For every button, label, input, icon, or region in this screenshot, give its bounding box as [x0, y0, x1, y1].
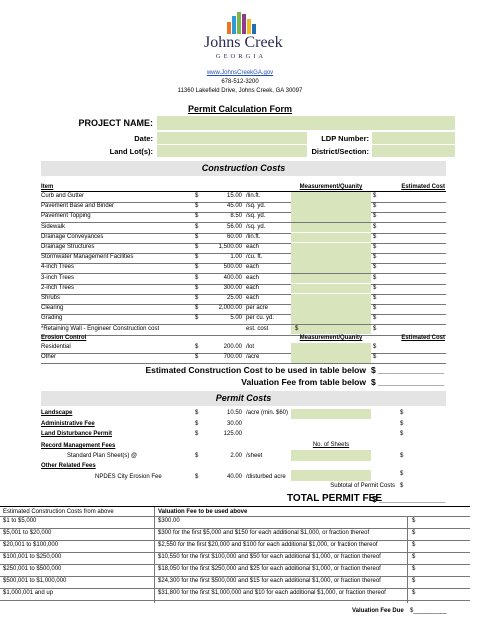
valuation-table-top-border: [0, 506, 470, 507]
measurement-input[interactable]: [291, 314, 371, 324]
npdes-unit: /disturbed acre: [246, 474, 286, 480]
col-measurement-header: Measurement/Quanity: [299, 184, 363, 190]
valuation-cost: $: [412, 566, 416, 572]
row-divider: [0, 564, 470, 565]
item-currency: $: [195, 244, 199, 250]
npdes-label: NPDES City Erosion Fee: [95, 474, 162, 480]
valuation-cost: $: [412, 554, 416, 560]
item-name: *Retaining Wall - Engineer Construction cost: [41, 325, 160, 332]
date-field[interactable]: [157, 132, 307, 144]
ldp-number-label: LDP Number:: [321, 134, 369, 143]
valuation-col-divider: [154, 507, 155, 603]
item-cost: $: [373, 203, 377, 210]
standard-plan-currency: $: [195, 453, 199, 459]
valuation-fee-rule: $31,800 for the first $1,000,000 and $10 for each additional $1,000, or fraction thereof: [158, 590, 386, 596]
valuation-range: $5,001 to $20,000: [3, 530, 52, 536]
permit-item-unit: /acre (min. $60): [246, 410, 289, 416]
item-name: Drainage Structures: [41, 244, 95, 250]
item-price: 45.00: [226, 203, 242, 210]
sheets-input[interactable]: [291, 450, 371, 461]
item-currency: $: [195, 203, 199, 210]
item-price: 5.00: [230, 315, 242, 322]
measurement-input[interactable]: [291, 284, 371, 294]
item-cost: $: [373, 213, 377, 220]
erosion-measurement-input[interactable]: [291, 343, 371, 353]
measurement-input[interactable]: [291, 304, 371, 314]
valuation-fee-rule: $10,550 for the first $100,000 and $50 for each additional $1,000, or fraction thereof: [158, 554, 381, 560]
item-cost: $: [373, 274, 377, 281]
erosion-item-cost: $: [373, 354, 377, 361]
item-price: 56.00: [226, 223, 242, 230]
standard-plan-unit: /sheet: [246, 453, 263, 459]
npdes-price: 40.00: [226, 474, 242, 480]
logo-bar: [242, 14, 246, 34]
subtotal-label: Subtotal of Permit Costs: [330, 483, 395, 489]
land-lot-label: Land Lot(s):: [109, 147, 153, 156]
item-price: 500.00: [223, 264, 242, 271]
valuation-fee-value[interactable]: $ ______________: [371, 377, 445, 387]
valuation-range: $1,000,001 and up: [3, 590, 54, 596]
row-divider: [41, 304, 446, 305]
item-cost: $: [373, 193, 377, 199]
ldp-number-field[interactable]: [372, 132, 455, 144]
item-name: Pavement Base and Binder: [41, 203, 115, 210]
valuation-fee-rule: $300.00: [158, 518, 180, 524]
erosion-item-unit: /acre: [246, 354, 260, 361]
row-divider: [0, 576, 470, 577]
permit-item-cost: $: [400, 410, 404, 416]
item-name: Clearing: [41, 305, 64, 312]
item-unit: /cu. ft.: [246, 254, 263, 261]
measurement-input[interactable]: [291, 274, 371, 284]
address: 11360 Lakefield Drive, Johns Creek, GA 30097: [177, 88, 303, 94]
row-divider: [0, 600, 470, 601]
row-divider: [41, 273, 446, 274]
date-label: Date:: [134, 134, 153, 143]
row-divider: [41, 284, 446, 285]
item-name: 4-inch Trees: [41, 264, 75, 271]
item-cost: $: [373, 295, 377, 301]
permit-item-cost: $: [400, 431, 404, 437]
item-unit: each: [246, 295, 260, 301]
logo-bar: [252, 24, 256, 34]
valuation-fee-due-label: Valuation Fee Due: [352, 608, 404, 614]
item-cost: $: [373, 305, 377, 312]
item-currency: $: [195, 295, 199, 301]
row-divider: [41, 222, 446, 223]
item-cost: $: [373, 254, 377, 261]
item-cost: $: [373, 223, 377, 230]
row-divider: [0, 588, 470, 589]
valuation-cost: $: [412, 590, 416, 596]
landscape-acres-input[interactable]: [291, 409, 371, 419]
erosion-measurement-header: Measurement/Quanity: [299, 335, 363, 341]
item-currency: $: [195, 213, 199, 220]
logo-bar: [232, 16, 236, 34]
item-price: 8.50: [230, 213, 242, 220]
erosion-control-title: Erosion Control: [41, 335, 87, 341]
measurement-input[interactable]: [291, 243, 371, 253]
item-name: Shrubs: [41, 295, 61, 301]
row-divider: [41, 314, 446, 315]
website-link[interactable]: www.JohnsCreekGA.gov: [206, 70, 274, 76]
city-logo: [204, 10, 283, 65]
total-permit-fee-value[interactable]: $ ______________: [372, 494, 446, 504]
item-price: 400.00: [223, 274, 242, 281]
valuation-col1-header: Estimated Construction Costs from above: [3, 509, 114, 515]
item-currency: $: [195, 315, 199, 322]
permit-costs-title: Permit Costs: [215, 393, 272, 403]
item-currency: $: [195, 254, 199, 261]
item-currency: $: [195, 233, 199, 240]
permit-item-cost: $: [400, 420, 404, 427]
valuation-cost: $: [412, 518, 416, 524]
total-permit-fee-label: TOTAL PERMIT FEE: [287, 493, 383, 504]
form-title: Permit Calculation Form: [187, 104, 293, 114]
permit-item-price: 125.00: [223, 431, 242, 437]
item-price: 60.00: [226, 233, 242, 240]
item-currency: $: [195, 284, 199, 291]
subtotal-value: $: [400, 483, 404, 489]
item-currency: $: [195, 264, 199, 271]
item-currency: $: [195, 223, 199, 230]
valuation-fee-due-value[interactable]: $__________: [410, 608, 447, 614]
item-unit: per cu. yd.: [246, 315, 275, 322]
valuation-col2-header: Valuation Fee to be used above: [158, 509, 248, 515]
item-price: 1.00: [230, 254, 242, 261]
measurement-input[interactable]: [291, 223, 371, 233]
valuation-range: $500,001 to $1,000,000: [3, 578, 67, 584]
valuation-cost: $: [412, 530, 416, 536]
measurement-input[interactable]: [291, 263, 371, 273]
item-price: 1,500.00: [218, 244, 242, 250]
item-name: Stormwater Management Facilities: [41, 254, 134, 261]
permit-item-currency: $: [195, 431, 199, 437]
row-divider: [41, 353, 446, 354]
permit-item-name: Land Disturbance Permit: [41, 431, 113, 437]
valuation-cost: $: [412, 542, 416, 548]
valuation-fee-label: Valuation Fee from table below: [241, 377, 366, 387]
row-divider: [41, 263, 446, 264]
item-unit: /lin.ft.: [246, 233, 261, 240]
npdes-currency: $: [195, 474, 199, 480]
item-currency: $: [195, 305, 199, 312]
erosion-cost-header: Estimated Cost: [401, 335, 445, 341]
erosion-item-currency: $: [195, 354, 199, 361]
valuation-col-divider: [407, 517, 408, 603]
district-section-label: District/Section:: [311, 147, 369, 156]
item-name: 3-inch Trees: [41, 274, 75, 281]
item-unit: est. cost: [246, 325, 269, 332]
erosion-item-name: Residential: [41, 344, 71, 350]
item-unit: /lin.ft.: [246, 193, 261, 199]
erosion-item-price: 200.00: [223, 344, 242, 350]
permit-item-currency: $: [195, 420, 199, 427]
estimated-cost-value[interactable]: $ ______________: [371, 365, 445, 375]
valuation-fee-rule: $18,050 for the first $250,000 and $25 for each additional $1,000, or fraction thereof: [158, 566, 381, 572]
permit-item-name: Landscape: [41, 410, 73, 416]
col-cost-header: Estimated Cost: [401, 184, 445, 190]
row-divider: [41, 243, 446, 244]
measurement-input[interactable]: [291, 202, 371, 212]
retaining-wall-measure-prefix: $: [295, 325, 299, 332]
construction-costs-title: Construction Costs: [201, 163, 286, 173]
other-fees-label: Other Related Fees: [41, 463, 96, 469]
item-unit: /sq. yd.: [246, 213, 266, 220]
item-currency: $: [195, 274, 199, 281]
item-unit: each: [246, 244, 260, 250]
measurement-input[interactable]: [291, 212, 371, 222]
valuation-fee-rule: $2,550 for the first $20,000 and $100 for each additional $1,000, or fraction thereof: [158, 542, 378, 548]
standard-plan-cost: $: [400, 453, 404, 459]
item-currency: $: [195, 193, 199, 199]
item-price: 300.00: [223, 284, 242, 291]
logo-mark: [227, 10, 257, 34]
col-item-header: Item: [41, 184, 54, 190]
npdes-cost: $: [400, 471, 404, 477]
valuation-range: $1 to $5,000: [3, 518, 37, 524]
item-name: Grading: [41, 315, 63, 322]
item-cost: $: [373, 244, 377, 250]
sheets-header: No. of Sheets: [312, 442, 350, 448]
item-price: 25.00: [226, 295, 242, 301]
land-lot-field[interactable]: [157, 145, 307, 157]
permit-item-name: Administrative Fee: [41, 420, 95, 427]
standard-plan-label: Standard Plan Sheet(s) @: [67, 453, 138, 459]
phone-number: 678-512-3200: [221, 79, 259, 85]
logo-state: GEORGIA: [215, 53, 267, 60]
npdes-acres-input[interactable]: [291, 470, 371, 481]
erosion-item-price: 700.00: [223, 354, 242, 361]
permit-item-price: 10.50: [226, 410, 242, 416]
district-section-field[interactable]: [372, 145, 455, 157]
item-unit: each: [246, 284, 260, 291]
permit-item-price: 30.00: [226, 420, 242, 427]
measurement-input[interactable]: [291, 294, 371, 304]
logo-wordmark: Johns Creek: [204, 34, 283, 51]
divider: [41, 191, 446, 192]
erosion-item-currency: $: [195, 344, 199, 350]
permit-item-currency: $: [195, 410, 199, 416]
item-name: Sidewalk: [41, 223, 66, 230]
item-price: 15.00: [226, 193, 242, 199]
logo-bar: [227, 22, 231, 34]
erosion-item-name: Other: [41, 354, 57, 361]
valuation-cost: $: [412, 578, 416, 584]
valuation-range: $250,001 to $500,000: [3, 566, 62, 572]
measurement-input[interactable]: [291, 325, 371, 335]
item-unit: /sq. yd.: [246, 223, 266, 230]
item-name: Drainage Conveyances: [41, 233, 104, 240]
row-divider: [0, 540, 470, 541]
record-management-label: Record Management Fees: [41, 443, 116, 449]
standard-plan-price: 2.00: [230, 453, 242, 459]
item-cost: $: [373, 284, 377, 291]
item-name: 2-inch Trees: [41, 284, 75, 291]
item-cost: $: [373, 315, 377, 322]
row-divider: [41, 294, 446, 295]
valuation-range: $20,001 to $100,000: [3, 542, 59, 548]
estimated-cost-label: Estimated Construction Cost to be used in table below: [145, 365, 366, 375]
item-cost: $: [373, 325, 377, 332]
valuation-fee-rule: $300 for the first $5,000 and $150 for each additional $1,000, or fraction thereof: [158, 530, 370, 536]
erosion-measurement-input[interactable]: [291, 353, 371, 363]
item-name: Pavement Topping: [41, 213, 91, 220]
row-divider: [0, 552, 470, 553]
item-unit: per acre: [246, 305, 269, 312]
row-divider: [0, 516, 470, 517]
measurement-input[interactable]: [291, 192, 371, 202]
item-unit: each: [246, 264, 260, 271]
item-cost: $: [373, 233, 377, 240]
item-unit: /sq. yd.: [246, 203, 266, 210]
project-name-field[interactable]: [157, 116, 455, 130]
logo-bar: [237, 12, 241, 34]
item-cost: $: [373, 264, 377, 271]
row-divider: [0, 528, 470, 529]
item-unit: each: [246, 274, 260, 281]
measurement-input[interactable]: [291, 233, 371, 243]
logo-bar: [247, 19, 251, 34]
project-name-label: PROJECT NAME:: [78, 118, 153, 128]
measurement-input[interactable]: [291, 253, 371, 263]
erosion-item-cost: $: [373, 344, 377, 350]
valuation-fee-rule: $24,300 for the first $500,000 and $15 for each additional $1,000, or fraction thereof: [158, 578, 381, 584]
item-name: Curb and Gutter: [41, 193, 85, 199]
row-divider: [41, 212, 446, 213]
valuation-range: $100,001 to $250,000: [3, 554, 62, 560]
item-price: 2,000.00: [218, 305, 242, 312]
erosion-item-unit: /lot: [246, 344, 255, 350]
